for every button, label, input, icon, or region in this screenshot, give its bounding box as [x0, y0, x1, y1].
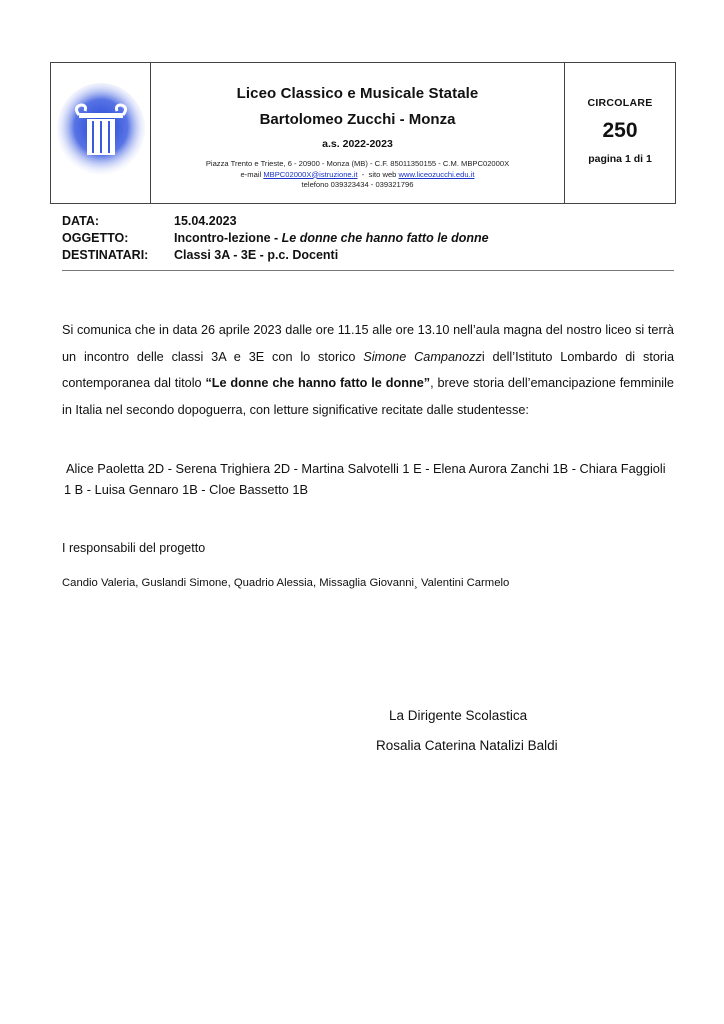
recipients-value: Classi 3A - 3E - p.c. Docenti [174, 248, 339, 262]
responsible-heading: I responsabili del progetto [62, 541, 206, 555]
historian-name: Simone Campanozz [363, 349, 482, 364]
school-address-block [151, 159, 564, 191]
body-part-a: Si comunica che in data 26 aprile 2023 dalle ore 11.15 alle ore 13.10 nell’aula magna del nostro liceo si terrà un incontro delle classi 3A e 3E con lo storico [62, 323, 674, 364]
subject-value [174, 230, 489, 247]
signature-role: La Dirigente Scolastica [389, 708, 528, 723]
signature-name: Rosalia Caterina Natalizi Baldi [376, 738, 558, 753]
contact-line [151, 170, 564, 181]
body-part-b: i dell’Istituto Lombardo di storia contemporanea dal titolo [62, 349, 674, 391]
students-list: Alice Paoletta 2D - Serena Trighiera 2D - Martina Salvotelli 1 E - Elena Aurora Zanchi 1B - Chiara Faggioli 1 B - Luisa Gennaro 1B - Cloe Bassetto 1B [64, 461, 666, 497]
email-prefix: e-mail [240, 169, 264, 179]
subject-plain: Incontro-lezione - [174, 231, 282, 245]
school-address: Piazza Trento e Trieste, 6 - 20900 - Monza (MB) - C.F. 85011350155 - C.M. MBPC02000X [205, 159, 510, 168]
letterhead-box [50, 62, 676, 204]
school-year: a.s. 2022-2023 [322, 138, 393, 150]
email-link[interactable]: MBPC02000X@istruzione.it [263, 169, 358, 179]
circular-label: CIRCOLARE [587, 97, 653, 109]
date-key: DATA: [62, 214, 100, 228]
school-info [151, 63, 565, 203]
circular-number: 250 [602, 119, 638, 142]
body-paragraph [62, 317, 674, 423]
page-indicator: pagina 1 di 1 [588, 153, 652, 165]
web-prefix: - sito web [357, 169, 399, 179]
recipients-key: DESTINATARI: [62, 248, 149, 262]
subject-key: OGGETTO: [62, 231, 129, 245]
phone-line: telefono 039323434 - 039321796 [301, 180, 414, 189]
circular-info [565, 63, 675, 203]
event-title: “Le donne che hanno fatto le donne” [205, 376, 431, 391]
logo-cell [51, 63, 151, 203]
subject-title: Le donne che hanno fatto le donne [281, 231, 489, 245]
school-logo [57, 81, 145, 181]
body-part-c: , breve storia dell’emancipazione femminile in Italia nel secondo dopoguerra, con letture significative recitate dalle studentesse: [62, 376, 674, 417]
meta-row-date [62, 213, 489, 230]
school-name: Liceo Classico e Musicale Statale [236, 85, 479, 102]
divider [62, 270, 674, 271]
website-link[interactable]: www.liceozucchi.edu.it [398, 169, 475, 179]
responsible-names: Candio Valeria, Guslandi Simone, Quadrio Alessia, Missaglia Giovanni¸ Valentini Carmelo [62, 577, 510, 589]
school-subtitle: Bartolomeo Zucchi - Monza [259, 111, 456, 128]
meta-row-recipients [62, 247, 489, 264]
date-value: 15.04.2023 [174, 214, 237, 228]
circular-meta [62, 213, 489, 264]
meta-row-subject [62, 230, 489, 247]
